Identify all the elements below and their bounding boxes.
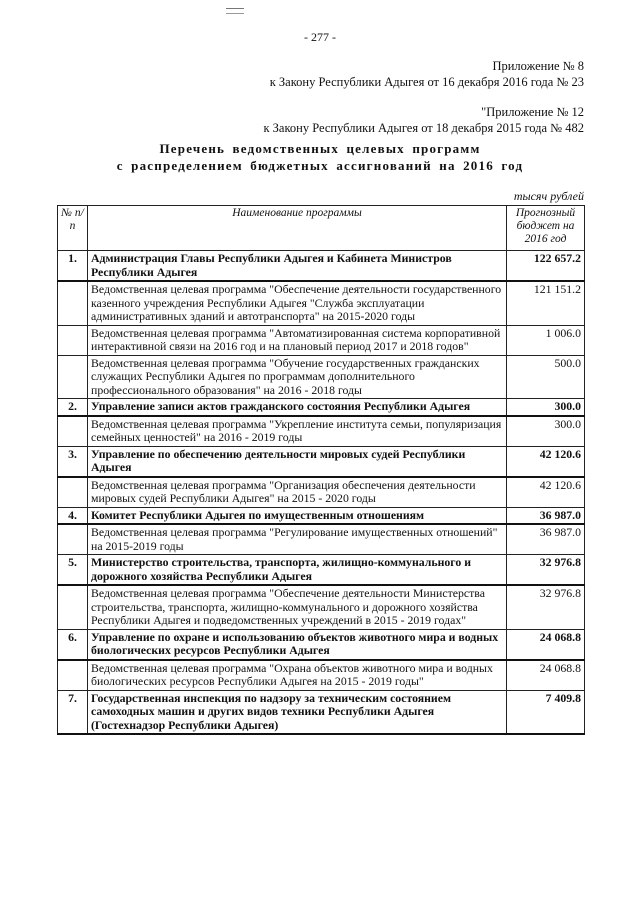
table-row-program xyxy=(58,355,585,399)
table-row-program xyxy=(58,281,585,325)
row-amount: 24 068.8 xyxy=(507,660,585,691)
programs-table xyxy=(57,205,585,735)
row-number xyxy=(58,325,88,355)
row-amount: 500.0 xyxy=(507,355,585,399)
row-program-name: Управление по охране и использованию объектов животного мира и водных биологических ресурсов Республики Адыгея xyxy=(88,629,507,660)
row-number xyxy=(58,524,88,555)
title-line-1: Перечень ведомственных целевых программ xyxy=(159,141,481,156)
annex-original xyxy=(263,104,584,136)
title-line-2: с распределением бюджетных ассигнований на 2016 год xyxy=(116,158,524,173)
row-number: 6. xyxy=(58,629,88,660)
row-program-name: Государственная инспекция по надзору за техническим состоянием самоходных машин и других видов техники Республики Адыгея (Гостехнадзор Республики Адыгея) xyxy=(88,690,507,734)
row-number: 7. xyxy=(58,690,88,734)
row-amount: 36 987.0 xyxy=(507,524,585,555)
table-row-program xyxy=(58,585,585,629)
row-program-name: Ведомственная целевая программа "Регулирование имущественных отношений" на 2015-2019 годы xyxy=(88,524,507,555)
row-program-name: Ведомственная целевая программа "Обеспечение деятельности Министерства строительства, транспорта, жилищно-коммунального и дорожного хозяйства Республики Адыгея и подведомственных учреждений в 2015 - 2019 годах" xyxy=(88,585,507,629)
row-number: 1. xyxy=(58,251,88,282)
scan-mark xyxy=(226,8,244,14)
table-row-organization xyxy=(58,446,585,477)
header-name: Наименование программы xyxy=(88,206,507,251)
row-number: 3. xyxy=(58,446,88,477)
row-amount: 42 120.6 xyxy=(507,446,585,477)
units-label: тысяч рублей xyxy=(513,189,584,203)
annex-current-law: к Закону Республики Адыгея от 16 декабря 2016 года № 23 xyxy=(269,75,584,89)
table-row-organization xyxy=(58,507,585,524)
annex-current xyxy=(270,58,584,90)
row-number xyxy=(58,416,88,447)
row-program-name: Ведомственная целевая программа "Автоматизированная система корпоративной интерактивной связи на 2016 год и на плановый период 2017 и 2018 годов" xyxy=(88,325,507,355)
row-amount: 32 976.8 xyxy=(507,585,585,629)
table-row-organization xyxy=(58,555,585,586)
table-row-organization xyxy=(58,399,585,416)
row-program-name: Ведомственная целевая программа "Обеспечение деятельности государственного казенного учреждения Республики Адыгея "Служба эксплуатации административных зданий и автотранспорта" на 2015-2020 годы xyxy=(88,281,507,325)
row-program-name: Министерство строительства, транспорта, жилищно-коммунального и дорожного хозяйства Республики Адыгея xyxy=(88,555,507,586)
row-program-name: Управление по обеспечению деятельности мировых судей Республики Адыгея xyxy=(88,446,507,477)
row-number: 2. xyxy=(58,399,88,416)
header-num: № п/п xyxy=(58,206,88,251)
row-amount: 24 068.8 xyxy=(507,629,585,660)
table-row-program xyxy=(58,325,585,355)
table-header-row xyxy=(58,206,585,251)
document-title xyxy=(0,140,640,174)
row-number xyxy=(58,585,88,629)
row-number xyxy=(58,281,88,325)
table-row-program xyxy=(58,477,585,508)
table-row-organization xyxy=(58,690,585,734)
row-amount: 121 151.2 xyxy=(507,281,585,325)
row-amount: 42 120.6 xyxy=(507,477,585,508)
row-program-name: Администрация Главы Республики Адыгея и Кабинета Министров Республики Адыгея xyxy=(88,251,507,282)
row-number xyxy=(58,477,88,508)
annex-original-title: "Приложение № 12 xyxy=(481,105,584,119)
row-amount: 122 657.2 xyxy=(507,251,585,282)
row-number: 4. xyxy=(58,507,88,524)
annex-original-law: к Закону Республики Адыгея от 18 декабря 2015 года № 482 xyxy=(263,121,584,135)
row-program-name: Ведомственная целевая программа "Организация обеспечения деятельности мировых судей Республики Адыгея" на 2015 - 2020 годы xyxy=(88,477,507,508)
row-amount: 1 006.0 xyxy=(507,325,585,355)
row-amount: 300.0 xyxy=(507,399,585,416)
row-amount: 36 987.0 xyxy=(507,507,585,524)
table-row-program xyxy=(58,416,585,447)
annex-current-title: Приложение № 8 xyxy=(492,59,584,73)
row-number: 5. xyxy=(58,555,88,586)
row-program-name: Комитет Республики Адыгея по имущественным отношениям xyxy=(88,507,507,524)
row-program-name: Управление записи актов гражданского состояния Республики Адыгея xyxy=(88,399,507,416)
table-row-program xyxy=(58,524,585,555)
table-row-organization xyxy=(58,251,585,282)
row-number xyxy=(58,355,88,399)
table-row-organization xyxy=(58,629,585,660)
row-amount: 7 409.8 xyxy=(507,690,585,734)
row-amount: 300.0 xyxy=(507,416,585,447)
row-number xyxy=(58,660,88,691)
row-program-name: Ведомственная целевая программа "Обучение государственных гражданских служащих Республики Адыгея по программам дополнительного профессионального образования" на 2016 - 2018 годы xyxy=(88,355,507,399)
header-amount: Прогнозный бюджет на 2016 год xyxy=(507,206,585,251)
row-program-name: Ведомственная целевая программа "Охрана объектов животного мира и водных биологических ресурсов Республики Адыгея на 2015 - 2019 годы" xyxy=(88,660,507,691)
row-program-name: Ведомственная целевая программа "Укрепление института семьи, популяризация семейных ценностей" на 2016 - 2019 годы xyxy=(88,416,507,447)
page-number: - 277 - xyxy=(304,30,336,44)
row-amount: 32 976.8 xyxy=(507,555,585,586)
table-row-program xyxy=(58,660,585,691)
